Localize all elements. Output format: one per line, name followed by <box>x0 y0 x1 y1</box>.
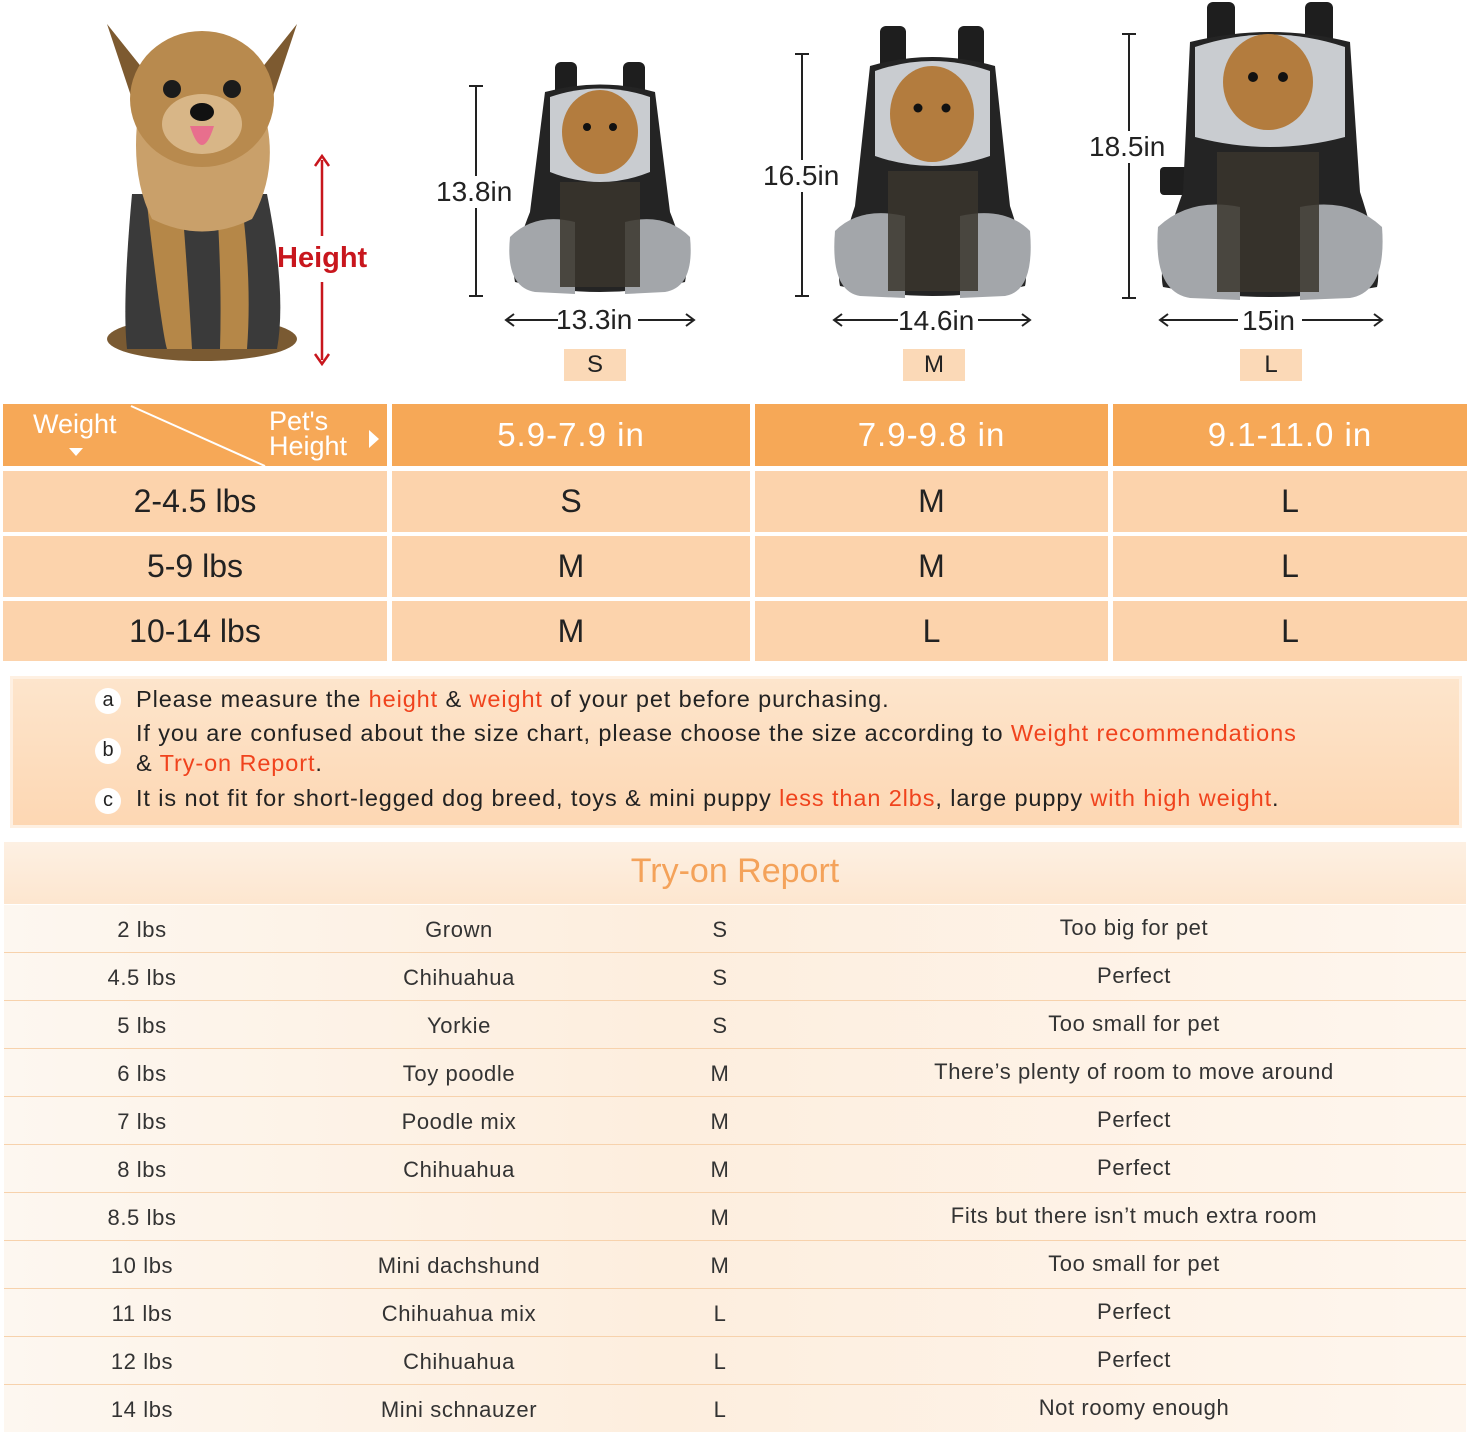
report-result: Perfect <box>1097 1347 1171 1372</box>
carrier-l-height: 18.5in <box>1089 131 1166 162</box>
report-size: M <box>710 1157 730 1182</box>
report-weight: 5 lbs <box>117 1013 167 1038</box>
report-result: Not roomy enough <box>1038 1395 1230 1420</box>
report-size: M <box>710 1061 730 1086</box>
note-c-highlight-2: with high weight <box>1090 785 1273 811</box>
row-weight: 5-9 lbs <box>3 536 387 597</box>
note-c <box>136 785 1279 812</box>
report-breed: Mini schnauzer <box>380 1397 538 1422</box>
report-size: L <box>713 1397 727 1422</box>
report-weight: 8.5 lbs <box>107 1205 177 1230</box>
note-c-text-3: . <box>1272 785 1280 811</box>
report-breed: Poodle mix <box>401 1109 517 1134</box>
corner-weight-label: Weight <box>33 409 117 439</box>
note-b-line-2 <box>136 750 323 777</box>
report-breed <box>309 1193 609 1240</box>
report-size: L <box>713 1301 727 1326</box>
carrier-s-image <box>505 62 695 297</box>
report-row <box>4 1001 1466 1049</box>
report-weight: 4.5 lbs <box>107 965 177 990</box>
size-cell: M <box>392 601 750 661</box>
carrier-s-height: 13.8in <box>436 176 513 207</box>
note-b-text-2: & <box>136 750 160 776</box>
report-weight: 11 lbs <box>111 1301 173 1326</box>
size-tag-l: L <box>1240 349 1302 381</box>
size-cell: S <box>392 471 750 532</box>
report-breed: Chihuahua <box>403 1157 515 1182</box>
report-size: S <box>712 1013 728 1038</box>
report-result: Fits but there isn’t much extra room <box>950 1203 1318 1228</box>
size-cell: L <box>1113 601 1467 661</box>
note-b-highlight-2: Try-on Report <box>159 750 316 776</box>
report-result: Too small for pet <box>1048 1011 1220 1036</box>
note-b-badge: b <box>95 738 121 764</box>
report-row <box>4 953 1466 1001</box>
report-breed: Chihuahua <box>403 965 515 990</box>
report-row <box>4 905 1466 953</box>
report-weight: 6 lbs <box>117 1061 167 1086</box>
note-b-line-1 <box>136 720 1297 747</box>
col-header-2: 7.9-9.8 in <box>755 404 1108 466</box>
size-cell: L <box>1113 536 1467 597</box>
report-breed: Grown <box>425 917 493 942</box>
report-weight: 14 lbs <box>110 1397 174 1422</box>
report-weight: 7 lbs <box>117 1109 167 1134</box>
report-size: S <box>712 917 728 942</box>
report-title: Try-on Report <box>4 842 1466 904</box>
report-row <box>4 1385 1466 1432</box>
report-breed: Toy poodle <box>402 1061 516 1086</box>
report-breed: Yorkie <box>427 1013 491 1038</box>
report-size: M <box>710 1205 730 1230</box>
report-row <box>4 1049 1466 1097</box>
chart-corner-cell <box>3 404 387 466</box>
size-cell: L <box>755 601 1108 661</box>
note-a-badge: a <box>95 688 121 714</box>
note-c-badge: c <box>95 788 121 814</box>
note-a-text-1: Please measure the <box>136 686 369 712</box>
size-tag-m: M <box>903 349 965 381</box>
report-weight: 2 lbs <box>117 917 167 942</box>
report-row <box>4 1337 1466 1385</box>
report-size: S <box>712 965 728 990</box>
size-cell: L <box>1113 471 1467 532</box>
note-a-text-3: of your pet before purchasing. <box>542 686 890 712</box>
report-size: M <box>710 1109 730 1134</box>
carrier-l-width: 15in <box>1242 305 1295 336</box>
report-weight: 8 lbs <box>117 1157 167 1182</box>
report-row <box>4 1193 1466 1241</box>
report-size: L <box>713 1349 727 1374</box>
note-b-highlight-1: Weight recommendations <box>1010 720 1297 746</box>
report-result: Too big for pet <box>1059 915 1209 940</box>
report-weight: 12 lbs <box>110 1349 174 1374</box>
report-breed: Chihuahua mix <box>381 1301 537 1326</box>
height-dim-l <box>1118 32 1140 300</box>
report-breed: Mini dachshund <box>377 1253 541 1278</box>
size-cell: M <box>392 536 750 597</box>
report-result: There’s plenty of room to move around <box>934 1059 1334 1084</box>
report-result: Perfect <box>1097 963 1171 988</box>
size-tag-s: S <box>564 349 626 381</box>
note-c-text-2: , large puppy <box>935 785 1091 811</box>
report-result: Too small for pet <box>1048 1251 1220 1276</box>
corner-pets-label: Pet's <box>269 406 329 436</box>
report-breed: Chihuahua <box>403 1349 515 1374</box>
note-a <box>136 686 890 713</box>
yorkie-dog-image <box>92 4 312 366</box>
col-header-1: 5.9-7.9 in <box>392 404 750 466</box>
note-c-text-1: It is not fit for short-legged dog breed, toys & mini puppy <box>136 785 780 811</box>
note-c-highlight-1: less than 2lbs <box>779 785 936 811</box>
carrier-s-width: 13.3in <box>556 304 633 335</box>
size-cell: M <box>755 536 1108 597</box>
report-weight: 10 lbs <box>110 1253 174 1278</box>
report-size: M <box>710 1253 730 1278</box>
note-a-highlight-2: weight <box>469 686 543 712</box>
row-weight: 2-4.5 lbs <box>3 471 387 532</box>
note-b-text-3: . <box>315 750 323 776</box>
height-label: Height <box>277 242 368 274</box>
report-row <box>4 1241 1466 1289</box>
report-row <box>4 1097 1466 1145</box>
size-cell: M <box>755 471 1108 532</box>
carrier-m-height: 16.5in <box>763 160 840 191</box>
note-a-text-2: & <box>438 686 470 712</box>
report-row <box>4 1289 1466 1337</box>
carrier-m-image <box>830 26 1035 301</box>
note-a-highlight-1: height <box>368 686 439 712</box>
carrier-m-width: 14.6in <box>898 305 975 336</box>
row-weight: 10-14 lbs <box>3 601 387 661</box>
carrier-l-image <box>1155 2 1385 302</box>
report-row <box>4 1145 1466 1193</box>
report-result: Perfect <box>1097 1299 1171 1324</box>
note-b-text-1: If you are confused about the size chart, please choose the size according to <box>136 720 1011 746</box>
report-result: Perfect <box>1097 1155 1171 1180</box>
report-result: Perfect <box>1097 1107 1171 1132</box>
corner-height-label: Height <box>269 431 348 461</box>
col-header-3: 9.1-11.0 in <box>1113 404 1467 466</box>
